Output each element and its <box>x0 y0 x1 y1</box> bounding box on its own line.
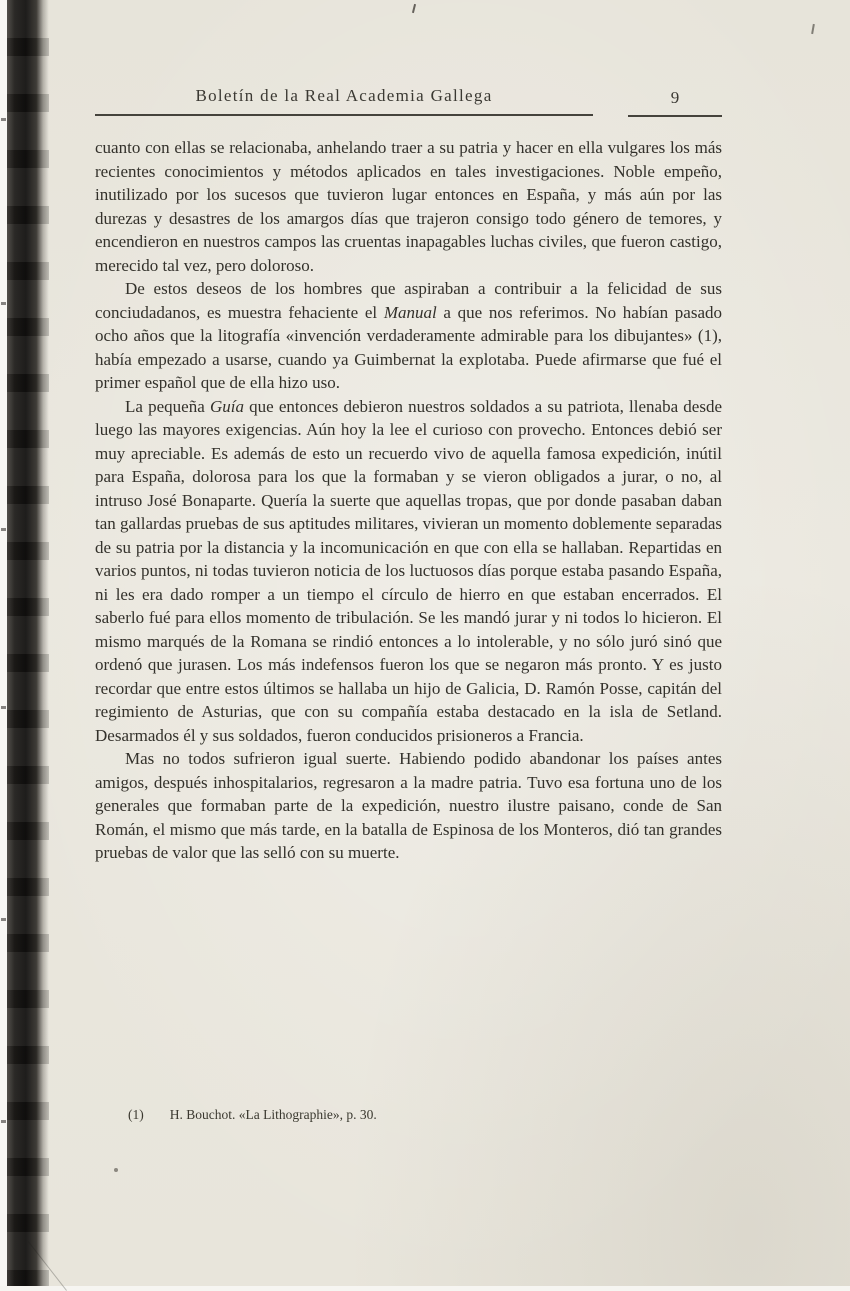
text-run: La pequeña <box>125 396 210 416</box>
binding-edge <box>7 0 49 1286</box>
text-run: cuanto con ellas se relacionaba, anhelando traer a su patria y hacer en ella vulgares los más recientes conocimientos y métodos aplicados en tales investigaciones. Noble empeño, inutilizado por los sucesos que tuvieron lugar entonces en España, y más aún por las durezas y desastres de los amargos días que trajeron consigo todo género de temores, y encendieron en nuestros campos las cruentas inapagables luchas civiles, que fueron castigo, merecido tal vez, pero doloroso. <box>95 138 722 275</box>
page-header-title: Boletín de la Real Academia Gallega <box>95 86 593 116</box>
scan-artifact-top <box>412 4 416 13</box>
italic-text-run: Guía <box>209 396 244 416</box>
page-body <box>95 136 722 865</box>
scan-artifact-dot <box>114 1168 118 1172</box>
text-run: que entonces debieron nuestros soldados a su patriota, llenaba desde luego las mayores exigencias. Aún hoy la lee el curioso con provecho. Entonces debió ser muy apreciable. Es además de esto un recuerdo vivo de aquella famosa expedición, inútil para España, dolorosa para los que la formaban y se vieron obligados a jurar, o no, al intruso José Bonaparte. Quería la suerte que aquellas tropas, que por donde pasaban daban tan gallardas pruebas de sus aptitudes militares, vivieran un momento doblemente separadas de su patria por la distancia y la incomunicación en que con ella se hallaban. Repartidas en varios puntos, ni todas tuvieron noticia de los luctuosos días porque estaba pasando España, ni les era dado romper a un tiempo el círculo de hierro en que estaban encerrados. El saberlo fué para ellos momento de tribulación. Se les mandó jurar y ni todos lo hicieron. El mismo marqués de la Romana se rindió entonces a lo intolerable, y no sólo juró sinó que ordenó que jurasen. Los más indefensos fueron los que se negaron más pronto. Y es justo recordar que entre estos últimos se hallaba un hijo de Galicia, D. Ramón Posse, capitán del regimiento de Asturias, que con su compañía estaba destacado en la isla de Setland. Desarmados él y sus soldados, fueron conducidos prisioneros a Francia. <box>95 396 722 745</box>
scanner-margin <box>0 0 7 1286</box>
paragraph <box>95 136 722 277</box>
binding-tick-marks <box>0 0 7 1286</box>
paragraph <box>95 747 722 865</box>
footnote <box>128 1106 688 1124</box>
paragraph <box>95 395 722 748</box>
scan-artifact-right <box>811 24 815 34</box>
footnote-marker: (1) <box>128 1107 144 1122</box>
italic-text-run: Manual <box>383 302 437 322</box>
footnote-text: H. Bouchot. «La Lithographie», p. 30. <box>169 1107 377 1122</box>
page-number: 9 <box>628 88 722 117</box>
text-run: Mas no todos sufrieron igual suerte. Habiendo podido abandonar los países antes amigos, después inhospitalarios, regresaron a la madre patria. Tuvo esa fortuna uno de los generales que formaban parte de la expedición, nuestro ilustre paisano, conde de San Román, el mismo que más tarde, en la batalla de Espinosa de los Monteros, dió tan grandes pruebas de valor que las selló con su muerte. <box>95 749 722 862</box>
text-run: a que nos referimos. No habían pasado ocho años que la litografía «invención verdaderamente admirable para los dibujantes» (1), había empezado a usarse, cuando ya Guimbernat la explotaba. Puede afirmarse que fué el primer español que de ella hizo uso. <box>95 302 723 392</box>
paragraph <box>95 277 722 395</box>
text-run: De estos deseos de los hombres que aspiraban a contribuir a la felicidad de sus conciudadanos, es muestra fehaciente el <box>95 279 722 322</box>
